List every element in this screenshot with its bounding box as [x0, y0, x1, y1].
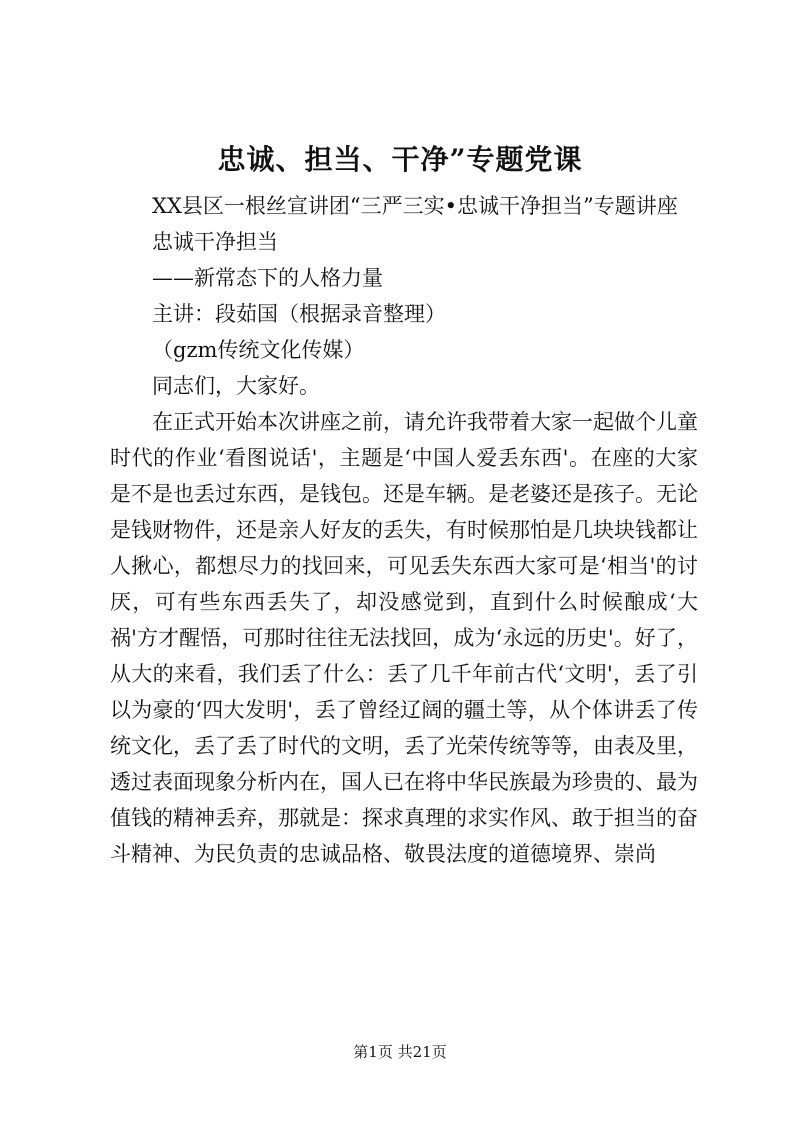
page-number-footer: 第1页 共21页 [353, 1043, 447, 1061]
paragraph-lecture-series: XX县区一根丝宣讲团“三严三实•忠诚干净担当”专题讲座 [152, 194, 678, 218]
paragraph-greeting: 同志们，大家好。 [152, 374, 320, 398]
paragraph-lecture-title: 忠诚干净担当 [152, 230, 278, 254]
paragraph-main-text: 在正式开始本次讲座之前，请允许我带着大家一起做个儿童时代的作业‘看图说话'，主题是‘中国人爱丢东西'。在座的大家是不是也丢过东西，是钱包。还是车辆。是老婆还是孩子。无论是钱财物件，还是亲人好友的丢失，有时候那怕是几块块钱都让人揪心，都想尽力的找回来，可见丢失东西大家可是‘相当'的讨厌，可有些东西丢失了，却没感觉到，直到什么时候酿成‘大祸'方才醒悟，可那时往往无法找回，成为‘永远的历史'。好了，从大的来看，我们丢了什么：丢了几千年前古代‘文明'，丢了引以为豪的‘四大发明'，丢了曾经辽阔的疆土等，从个体讲丢了传统文化，丢了丢了时代的文明，丢了光荣传统等等，由表及里，透过表面现象分析内在，国人已在将中华民族最为珍贵的、最为值钱的精神丢弃，那就是：探求真理的求实作风、敢于担当的奋斗精神、为民负责的忠诚品格、敬畏法度的道德境界、崇尚 [110, 410, 698, 866]
document-body [110, 188, 698, 872]
paragraph-lecture-subtitle: ——新常态下的人格力量 [152, 266, 383, 290]
paragraph-source: （gzm传统文化传媒） [152, 338, 365, 362]
document-title: 忠诚、担当、干净”专题党课 [217, 143, 583, 176]
paragraph-speaker: 主讲：段茹国（根据录音整理） [152, 302, 446, 326]
